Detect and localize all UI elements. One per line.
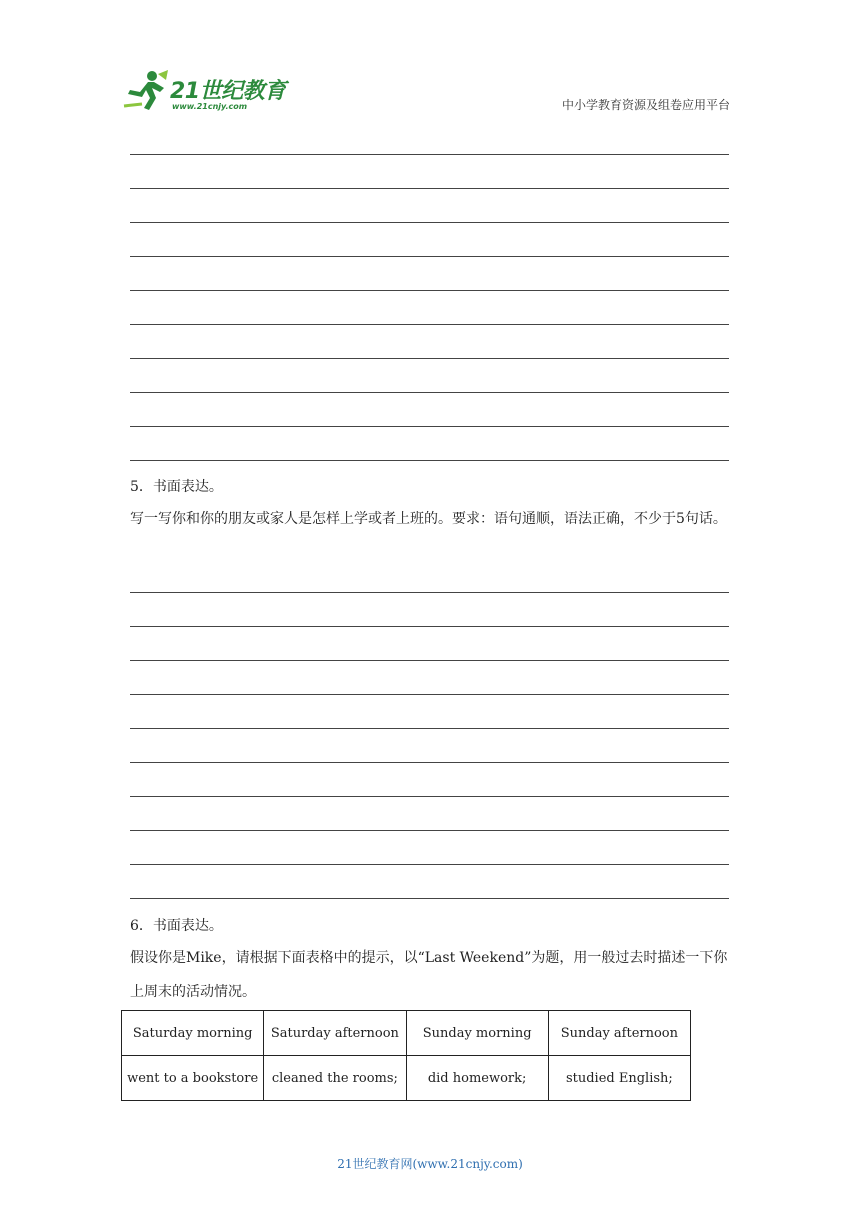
- logo-text: 21世纪教育: [170, 79, 286, 104]
- answer-line: [130, 426, 729, 427]
- table-header-cell: Saturday morning: [122, 1011, 264, 1056]
- answer-line: [130, 762, 729, 763]
- table-cell: cleaned the rooms;: [264, 1056, 406, 1101]
- answer-line: [130, 592, 729, 593]
- footer-link[interactable]: 21世纪教育网(www.21cnjy.com): [337, 1157, 523, 1171]
- answer-line: [130, 694, 729, 695]
- table-header-cell: Saturday afternoon: [264, 1011, 406, 1056]
- answer-line: [130, 898, 729, 899]
- activity-table: [121, 1010, 691, 1101]
- question-6-title: 6．书面表达。: [130, 918, 223, 934]
- answer-line: [130, 460, 729, 461]
- table-cell: did homework;: [406, 1056, 548, 1101]
- table-header-cell: Sunday afternoon: [548, 1011, 690, 1056]
- question-6-body: 假设你是Mike，请根据下面表格中的提示，以“Last Weekend”为题，用一般过去时描述一下你上周末的活动情况。: [130, 950, 728, 1000]
- table-cell: studied English;: [548, 1056, 690, 1101]
- table-row: [122, 1056, 691, 1101]
- header-tagline: 中小学教育资源及组卷应用平台: [561, 98, 730, 112]
- answer-line: [130, 188, 729, 189]
- question-5-body: 写一写你和你的朋友或家人是怎样上学或者上班的。要求：语句通顺，语法正确，不少于5句话。: [130, 511, 727, 527]
- answer-line: [130, 830, 729, 831]
- answer-line: [130, 256, 729, 257]
- answer-line: [130, 864, 729, 865]
- table-cell: went to a bookstore: [122, 1056, 264, 1101]
- table-header-row: [122, 1011, 691, 1056]
- site-logo: [122, 68, 292, 116]
- runner-icon: [122, 68, 170, 112]
- question-5-title: 5．书面表达。: [130, 479, 223, 495]
- answer-line: [130, 626, 729, 627]
- answer-line: [130, 728, 729, 729]
- answer-line: [130, 324, 729, 325]
- table-header-cell: Sunday morning: [406, 1011, 548, 1056]
- answer-line: [130, 796, 729, 797]
- logo-url: www.21cnjy.com: [172, 102, 248, 111]
- answer-line: [130, 358, 729, 359]
- answer-line: [130, 392, 729, 393]
- answer-line: [130, 290, 729, 291]
- answer-line: [130, 154, 729, 155]
- answer-line: [130, 222, 729, 223]
- answer-line: [130, 660, 729, 661]
